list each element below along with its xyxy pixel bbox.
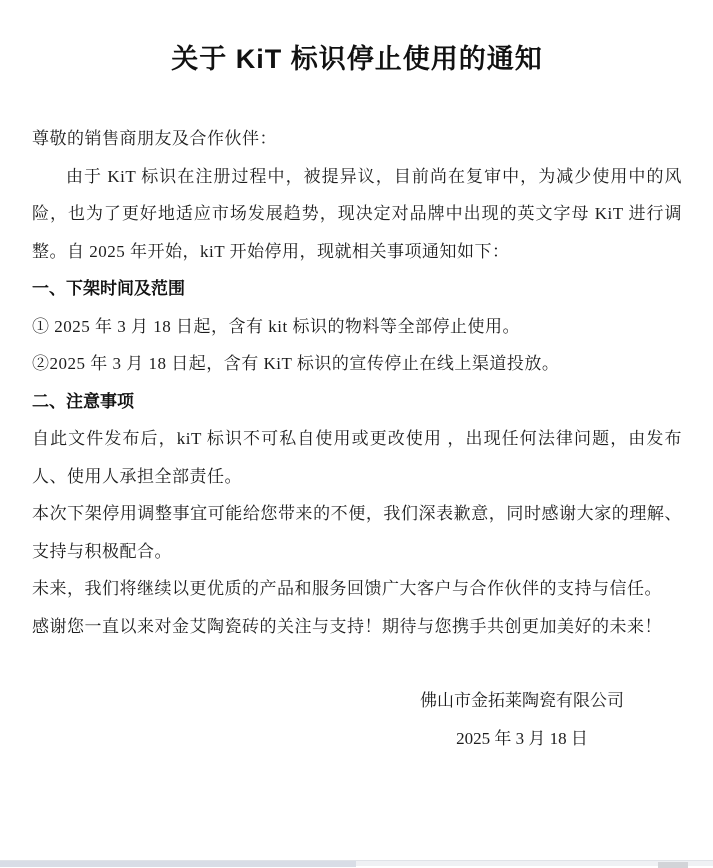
section-2-paragraph-1: 自此文件发布后，kiT 标识不可私自使用或更改使用 ，出现任何法律问题，由发布人、使用人承担全部责任。 xyxy=(32,429,682,486)
horizontal-scrollbar-thumb[interactable] xyxy=(0,861,356,867)
section-2-heading: 二、注意事项 xyxy=(32,391,134,411)
horizontal-scrollbar-track[interactable] xyxy=(0,860,713,866)
section-1-item-1: ① 2025 年 3 月 18 日起，含有 kit 标识的物料等全部停止使用。 xyxy=(32,316,520,336)
section-2-paragraph-4: 感谢您一直以来对金艾陶瓷砖的关注与支持！期待与您携手共创更加美好的未来！ xyxy=(32,616,662,636)
signature-block xyxy=(362,682,682,757)
section-1-heading: 一、下架时间及范围 xyxy=(32,279,185,298)
scrollbar-corner xyxy=(658,862,688,868)
page-title: 关于 KiT 标识停止使用的通知 xyxy=(171,44,543,74)
section-2-paragraph-2: 本次下架停用调整事宜可能给您带来的不便，我们深表歉意，同时感谢大家的理解、支持与积极配合。 xyxy=(32,504,682,561)
signature-date: 2025 年 3 月 18 日 xyxy=(456,728,588,748)
intro-paragraph: 由于 KiT 标识在注册过程中，被提异议，目前尚在复审中，为减少使用中的风险，也为了更好地适应市场发展趋势，现决定对品牌中出现的英文字母 KiT 进行调整。自 2025 年开始，kiT 开始停用，现就相关事项通知如下： xyxy=(32,166,682,261)
section-2-paragraph-3: 未来，我们将继续以更优质的产品和服务回馈广大客户与合作伙伴的支持与信任。 xyxy=(32,579,662,598)
signature-company: 佛山市金拓莱陶瓷有限公司 xyxy=(420,691,624,710)
greeting-line: 尊敬的销售商朋友及合作伙伴： xyxy=(32,129,277,148)
section-1-item-2: ②2025 年 3 月 18 日起，含有 KiT 标识的宣传停止在线上渠道投放。 xyxy=(32,354,560,373)
